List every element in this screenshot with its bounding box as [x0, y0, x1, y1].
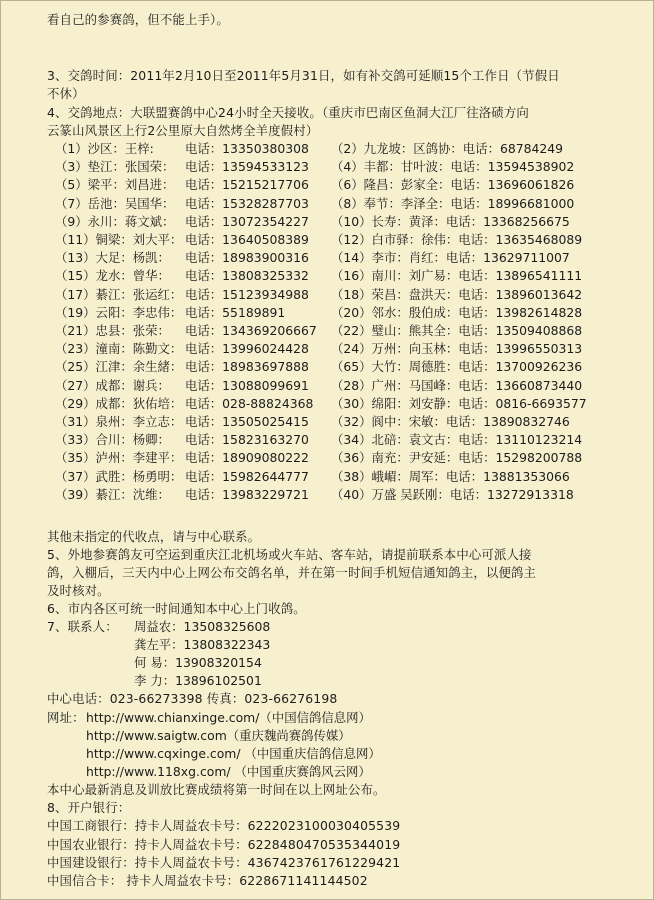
agent-right-entry: （2）九龙坡：区鸽协：电话：68784249: [331, 141, 564, 156]
agent-row: [47, 468, 647, 486]
agent-left-name: （13）大足：杨凯：: [55, 250, 170, 266]
agent-row: [47, 449, 647, 467]
agent-left-phone: 电话：13350380308: [185, 141, 309, 156]
agent-left-name: （31）泉州：李立志：: [55, 414, 183, 429]
agent-row: [47, 304, 647, 322]
agent-row: [47, 358, 647, 376]
agent-right-entry: （18）荣昌：盘洪天：电话：13896013642: [331, 286, 583, 302]
bank-line: 中国工商银行：持卡人周益农卡号：6222023100030405539: [47, 818, 401, 833]
website-link[interactable]: http://www.saigtw.com（重庆魏尚赛鸽传媒）: [86, 728, 351, 743]
intro-line: 云篆山风景区上行2公里原大自然烤全羊度假村）: [47, 123, 319, 138]
agent-left-name: （1）沙区：王梓:: [55, 141, 154, 156]
agent-left-name: （9）永川：蒋文斌：: [55, 213, 175, 229]
agent-left-phone: 电话：134369206667: [185, 323, 317, 338]
agent-left-phone: 电话：13983229721: [185, 486, 309, 502]
agent-right-entry: （65）大竹：周德胜：电话：13700926236: [331, 359, 583, 375]
agent-row: [47, 140, 647, 158]
agent-left-phone: 电话：15328287703: [185, 195, 309, 211]
agent-left-name: （19）云阳：李忠伟：: [55, 304, 183, 320]
agent-right-entry: （8）奉节：李泽全：电话：18996681000: [331, 195, 575, 211]
bank-line: 中国建设银行：持卡人周益农卡号：4367423761761229421: [47, 855, 401, 870]
agent-right-entry: （40）万盛 吴跃刚：电话：13272913318: [331, 486, 574, 502]
agent-left-phone: 电话：13072354227: [185, 213, 309, 229]
intro-line: 不休）: [47, 86, 85, 101]
contact-line: 何 易：13908320154: [134, 655, 262, 670]
agent-right-entry: （34）北碚：袁文古：电话：13110123214: [331, 432, 583, 448]
agent-row: [47, 340, 647, 358]
agent-right-entry: （38）峨嵋：周军：电话：13881353066: [331, 468, 570, 484]
body-line: 5、外地参赛鸽友可空运到重庆江北机场或火车站、客车站，请提前联系本中心可派人接: [47, 547, 532, 562]
intro-line: 4、交鸽地点：大联盟赛鸽中心24小时全天接收。（重庆市巴南区鱼洞大江厂往洛碛方向: [47, 105, 529, 120]
phone-fax: 中心电话：023-66273398 传真：023-66276198: [47, 691, 338, 706]
agent-left-phone: 电话：18983697888: [185, 359, 309, 375]
agent-left-name: （21）忠县：张荣：: [55, 323, 170, 338]
body-line: 6、市内各区可统一时间通知本中心上门收鸽。: [47, 601, 306, 616]
intro-line: 看自己的参赛鸽，但不能上手）。: [47, 12, 229, 27]
agent-right-entry: （28）广州：马国峰：电话：13660873440: [331, 377, 583, 393]
bank-line: 中国农业银行：持卡人周益农卡号：6228480470535344019: [47, 837, 401, 852]
agent-row: [47, 395, 647, 413]
contacts-heading: 7、联系人：: [47, 619, 118, 634]
contact-line: 周益农：13508325608: [134, 619, 271, 634]
agent-row: [47, 249, 647, 267]
agent-row: [47, 213, 647, 231]
agent-left-phone: 电话：15215217706: [185, 177, 309, 193]
agent-left-phone: 电话：13996024428: [185, 341, 309, 357]
agent-left-phone: 电话：13088099691: [185, 377, 309, 393]
agent-row: [47, 267, 647, 285]
agent-left-name: （37）武胜：杨勇明：: [55, 468, 183, 484]
notice-line: 本中心最新消息及训放比赛成绩将第一时间在以上网址公布。: [47, 782, 386, 797]
agent-left-phone: 电话：028-88824368: [185, 395, 314, 411]
agent-left-phone: 电话：15823163270: [185, 432, 309, 448]
agent-row: [47, 286, 647, 304]
agent-row: [47, 377, 647, 395]
agent-right-entry: （30）绵阳：刘安静：电话：0816-6693577: [331, 395, 587, 411]
agent-right-entry: （24）万州：向玉林：电话：13996550313: [331, 341, 583, 357]
agent-left-name: （17）綦江：张运红：: [55, 286, 183, 302]
website-link[interactable]: http://www.118xg.com/ （中国重庆赛鸽风云网）: [86, 764, 371, 779]
agent-right-entry: （32）阆中：宋敏：电话：13890832746: [331, 414, 570, 429]
agent-left-phone: 电话：13808325332: [185, 268, 309, 284]
agent-row: [47, 176, 647, 194]
intro-line: 3、交鸽时间：2011年2月10日至2011年5月31日，如有补交鸽可延顺15个工作日（节假日: [47, 68, 560, 83]
agent-left-phone: 电话：13505025415: [185, 414, 309, 429]
agent-left-phone: 电话：15123934988: [185, 286, 309, 302]
website-label: 网址：: [47, 710, 85, 725]
agent-left-name: （3）垫江：张国荣：: [55, 159, 175, 175]
website-link[interactable]: http://www.cqxinge.com/ （中国重庆信鸽信息网）: [86, 746, 381, 761]
bank-line: 中国信合卡： 持卡人周益农卡号：6228671141144502: [47, 873, 368, 888]
body-line: 鸽，入棚后，三天内中心上网公布交鸽名单，并在第一时间手机短信通知鸽主，以便鸽主: [47, 565, 537, 580]
agent-right-entry: （4）丰都：甘叶波：电话：13594538902: [331, 159, 575, 175]
agent-left-name: （23）潼南：陈勤文：: [55, 341, 183, 357]
agent-left-phone: 电话：18983900316: [185, 250, 309, 266]
agent-left-name: （15）龙水：曾华：: [55, 268, 170, 284]
agent-left-phone: 电话：13594533123: [185, 159, 309, 175]
agent-row: [47, 322, 647, 340]
agent-left-phone: 电话：13640508389: [185, 232, 309, 247]
agent-left-name: （7）岳池：吴国华：: [55, 195, 175, 211]
agent-left-name: （35）泸州：李建平：: [55, 450, 183, 466]
body-line: 其他未指定的代收点，请与中心联系。: [47, 529, 261, 544]
agent-right-entry: （10）长寿：黄泽：电话：13368256675: [331, 213, 570, 229]
agent-right-entry: （22）璧山：熊其全：电话：13509408868: [331, 323, 583, 338]
agent-right-entry: （16）南川：刘广易：电话：13896541111: [331, 268, 583, 284]
agent-row: [47, 431, 647, 449]
agent-left-name: （11）铜梁：刘大平：: [55, 232, 183, 247]
agent-left-name: （5）梁平：刘昌进：: [55, 177, 175, 193]
banks-heading: 8、开户银行：: [47, 800, 131, 815]
website-link[interactable]: http://www.chianxinge.com/（中国信鸽信息网）: [86, 710, 371, 725]
agent-left-name: （27）成都：谢兵：: [55, 377, 170, 393]
agent-right-entry: （6）隆昌：彭家全：电话：13696061826: [331, 177, 575, 193]
agent-left-name: （25）江津：余生緒：: [55, 359, 183, 375]
agent-row: [47, 231, 647, 249]
agent-right-entry: （20）邻水：殷伯成：电话：13982614828: [331, 304, 583, 320]
agent-left-name: （33）合川：杨卿：: [55, 432, 170, 448]
agent-row: [47, 486, 647, 504]
agent-right-entry: （14）李市：肖红：电话：13629711007: [331, 250, 570, 266]
agent-left-phone: 电话：15982644777: [185, 468, 309, 484]
agent-row: [47, 195, 647, 213]
contact-line: 龚左平：13808322343: [134, 637, 271, 652]
contact-line: 李 力：13896102501: [134, 673, 262, 688]
agent-left-phone: 电话：18909080222: [185, 450, 309, 466]
agent-left-phone: 电话：55189891: [185, 304, 286, 320]
body-line: 及时核对。: [47, 583, 110, 598]
agent-row: [47, 158, 647, 176]
agent-right-entry: （36）南充：尹安延：电话：15298200788: [331, 450, 583, 466]
agent-left-name: （29）成都：狄佑培：: [55, 395, 183, 411]
agent-row: [47, 413, 647, 431]
agent-left-name: （39）綦江：沈维：: [55, 486, 170, 502]
agent-right-entry: （12）白市驿：徐伟：电话：13635468089: [331, 232, 583, 247]
